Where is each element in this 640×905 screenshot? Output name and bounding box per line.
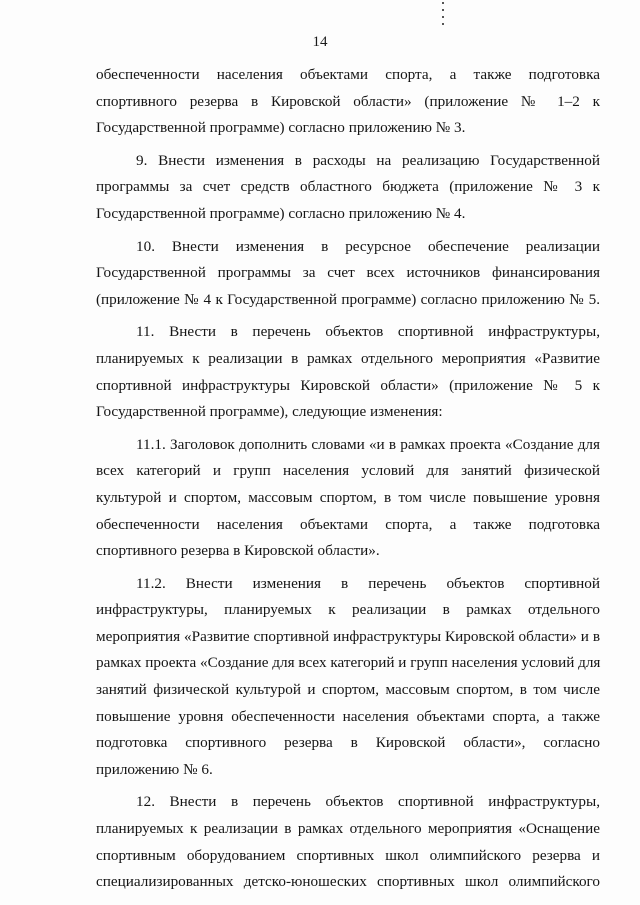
text-line: спортивного резерва в Кировской области». bbox=[96, 542, 380, 560]
paragraph-10 bbox=[96, 234, 600, 314]
text-line: рамках проекта «Создание для всех категорий и групп населения условий для bbox=[96, 654, 601, 672]
paragraph-intro bbox=[96, 62, 600, 142]
paragraph-11-2 bbox=[96, 571, 600, 784]
text-line: мероприятия «Развитие спортивной инфраструктуры Кировской области» и в bbox=[96, 627, 600, 645]
text-line: повышение уровня обеспеченности населения объектами спорта, а также bbox=[96, 707, 600, 725]
text-line: приложению № 6. bbox=[96, 760, 213, 778]
text-line: 11.1. Заголовок дополнить словами «и в рамках проекта «Создание для bbox=[136, 435, 600, 453]
text-line: (приложение № 4 к Государственной программе) согласно приложению № 5. bbox=[96, 290, 600, 308]
text-line: спортивным оборудованием спортивных школ олимпийского резерва и bbox=[96, 846, 600, 864]
page-number: 14 bbox=[312, 34, 328, 50]
text-line: планируемых к реализации в рамках отдельного мероприятия «Оснащение bbox=[96, 820, 600, 838]
paragraph-11-1 bbox=[96, 432, 600, 565]
text-line: Государственной программы за счет всех источников финансирования bbox=[96, 264, 600, 282]
text-line: программы за счет средств областного бюджета (приложение № 3 к bbox=[96, 178, 600, 196]
text-line: культурой и спортом, массовым спортом, в том числе повышение уровня bbox=[96, 488, 600, 506]
text-line: спортивного резерва в Кировской области» (приложение № 1–2 к bbox=[96, 92, 600, 110]
text-line: 10. Внести изменения в ресурсное обеспечение реализации bbox=[136, 237, 600, 255]
text-line: 11.2. Внести изменения в перечень объектов спортивной bbox=[136, 574, 600, 592]
text-line: занятий физической культурой и спортом, массовым спортом, в том числе bbox=[96, 681, 600, 699]
text-line: всех категорий и групп населения условий для занятий физической bbox=[96, 462, 600, 480]
text-line: подготовка спортивного резерва в Кировской области», согласно bbox=[96, 734, 600, 752]
paragraph-11 bbox=[96, 319, 600, 425]
paragraph-12 bbox=[96, 789, 600, 895]
text-line: инфраструктуры, планируемых к реализации в рамках отдельного bbox=[96, 601, 600, 619]
text-line: 9. Внести изменения в расходы на реализацию Государственной bbox=[136, 151, 600, 169]
text-line: планируемых к реализации в рамках отдельного мероприятия «Развитие bbox=[96, 349, 600, 367]
text-line: обеспеченности населения объектами спорта, а также подготовка bbox=[96, 66, 600, 83]
text-line: спортивной инфраструктуры Кировской области» (приложение № 5 к bbox=[96, 376, 600, 394]
text-line: обеспеченности населения объектами спорта, а также подготовка bbox=[96, 515, 600, 533]
text-line: 12. Внести в перечень объектов спортивной инфраструктуры, bbox=[136, 793, 600, 811]
text-line: Государственной программе), следующие изменения: bbox=[96, 403, 443, 421]
scan-artifact-dots bbox=[441, 2, 445, 26]
text-line: Государственной программе) согласно приложению № 3. bbox=[96, 119, 466, 137]
text-line: 11. Внести в перечень объектов спортивной инфраструктуры, bbox=[136, 323, 600, 341]
text-line: Государственной программе) согласно приложению № 4. bbox=[96, 204, 466, 222]
document-body bbox=[96, 62, 600, 902]
paragraph-9 bbox=[96, 148, 600, 228]
text-line: специализированных детско-юношеских спортивных школ олимпийского bbox=[96, 873, 600, 891]
